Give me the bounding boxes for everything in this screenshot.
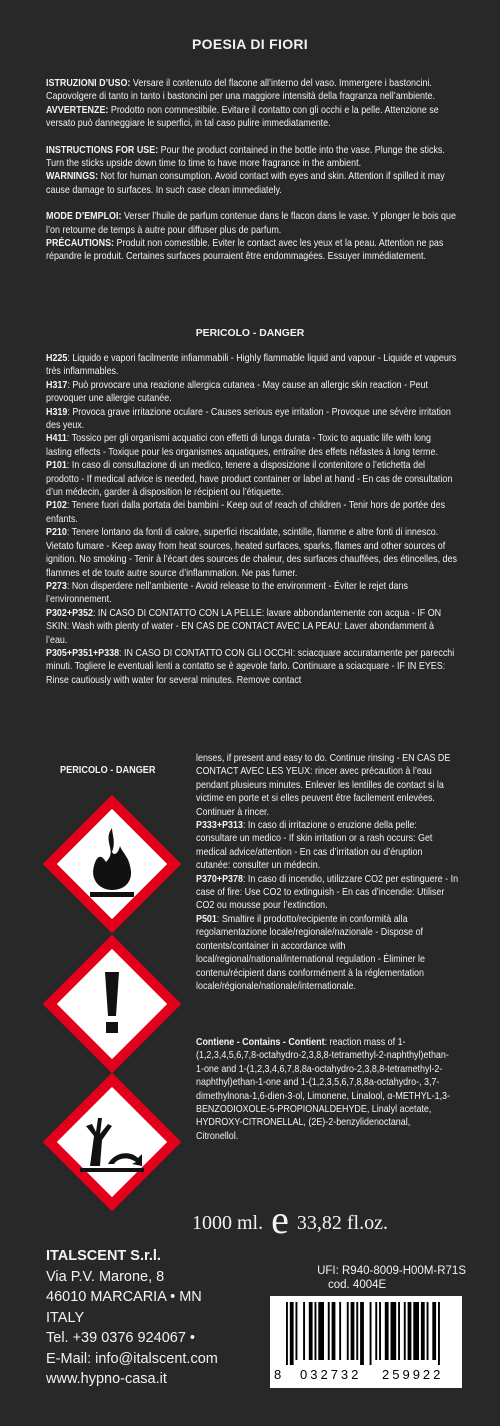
label-lead: ISTRUZIONI D’USO: [46,78,131,89]
hazard-code: P102 [46,500,67,512]
hazard-line [196,819,459,873]
volume-ml: 1000 ml. [192,1212,264,1234]
barcode-bar [351,1302,355,1360]
label-lead: AVVERTENZE: [46,104,109,116]
hazard-line [46,647,457,687]
hazard-text: : In caso di irritazione o eruzione della pelle: consultare un medico - If skin irritation or a rash occurs: Get medical advice/attention - En cas d’irritation ou d’éruption cutanée: consulter un médecin. [196,820,433,872]
e-mark: e [271,1197,289,1242]
volume-line [192,1196,388,1243]
hazard-text: : Tossico per gli organismi acquatici con effetti di lunga durata - Toxic to aquatic life with long lasting effects - Toxique pour les organismes aquatiques, entraîne des effets néfastes à long terme. [46,433,438,458]
hazard-text: : Provoca grave irritazione oculare - Causes serious eye irritation - Provoque une sévère irritation des yeux. [46,406,451,432]
barcode-bar [303,1302,305,1360]
hazard-line [46,607,457,647]
barcode-bar [413,1302,419,1360]
hazard-line [46,526,457,580]
barcode-bar [385,1302,389,1360]
barcode-bar [379,1302,381,1360]
hazard-line [46,379,457,406]
label-lead: MODE D’EMPLOI: [46,211,122,223]
barcode-bar [296,1302,298,1360]
hazard-text: : Tenere fuori dalla portata dei bambini - Keep out of reach of children - Tenir hors de portée des enfants. [46,500,446,525]
barcode-bar [318,1302,324,1360]
barcode-bar [427,1302,429,1360]
barcode-bar [360,1302,364,1366]
hazard-code: H319 [46,406,68,418]
barcode-bar [421,1302,425,1360]
company-address [46,1246,218,1390]
label-lead: WARNINGS: [46,171,99,183]
flame-icon [42,794,182,934]
ingredients [196,1036,454,1143]
hazard-text: lenses, if present and easy to do. Continue rinsing - EN CAS DE CONTACT AVEC LES YEUX: rincer avec précaution à l’eau pendant plusieurs minutes. Enlever les lentilles de contact si la victime en porte et si elles peuvent être facilement enlevées. Continuer à rincer. [196,753,451,818]
hazard-text: : IN CASO DI CONTATTO CON LA PELLE: lavare abbondantemente con acqua - IF ON SKIN: Wash with plenty of water - EN CAS DE CONTACT AVEC LA PEAU: Laver abondamment à l’eau. [46,607,442,646]
barcode-digits-left: 032732 [300,1367,362,1382]
label-lead: PRÉCAUTIONS: [46,238,115,250]
barcode-bar [375,1302,377,1360]
barcode-bar [356,1302,358,1360]
label-text: Verser l’huile de parfum contenue dans le flacon dans le vase. Y plonger le bois que l’on retourne de temps à autre pour diffuser plus de parfum. [46,211,456,236]
barcode-bar [286,1302,288,1366]
barcode-bar [315,1302,317,1360]
hazard-text: : IN CASO DI CONTATTO CON GLI OCCHI: sciacquare accuratamente per parecchi minuti. Togliere le eventuali lenti a contatto se è agevole farlo. Continuare a sciacquare - IF IN EYES: Rinse cautiously with water for several minutes. Remove contact [46,647,455,686]
company-street: Via P.V. Marone, 8 [46,1268,165,1285]
barcode-bar [339,1302,341,1360]
barcode-bar [328,1302,330,1360]
label-text: Prodotto non commestibile. Evitare il contatto con gli occhi e la pelle. Attenzione se versato può danneggiare le superfici, in tal caso pulire immediatamente. [46,104,439,130]
barcode-bar [347,1302,349,1360]
company-email: E-Mail: info@italscent.com [46,1350,218,1367]
instructions-block [46,77,457,277]
label-lead: INSTRUCTIONS FOR USE: [46,144,159,156]
hazard-code: P305+P351+P338 [46,647,120,659]
hazard-line [46,580,457,607]
ingredients-text: : reaction mass of 1-(1,2,3,4,5,6,7,8-octahydro-2,3,8,8-tetramethyl-2-naphthyl)ethan-1-one and 1-(1,2,3,4,6,7,8,8a-octahydro-2,3,8,8-tetramethyl-2-naphthyl)ethan-1-one and 1-(1,2,3,5,6,7,8,8a-octahydro-, 3,7-dimethylnona-1,6-dien-3-ol, Limonene, Linalool, α-METHYL-1,3-BENZODIOXOLE-5-PROPIONALDEHYDE, Linalyl acetate, HYDROXY-CITRONELLAL, (2E)-2-benzylidenoctanal, Citronellol. [196,1037,451,1142]
hazard-text: : In caso di consultazione di un medico, tenere a disposizione il contenitore o l’etichetta del prodotto - If medical advice is needed, have product container or label at hand - En cas de consultation d’un médecin, garder à disposition le récipient ou l’étiquette. [46,460,453,499]
ingredients-lead: Contiene - Contains - Contient [196,1037,325,1048]
hazard-code: P101 [46,460,67,472]
hazard-statements [46,352,457,687]
hazard-code: P273 [46,580,67,592]
ufi-block [266,1264,466,1292]
hazard-line [196,873,459,913]
danger-heading: PERICOLO - DANGER [195,328,305,339]
company-city: 46010 MARCARIA • MN [46,1289,202,1305]
hazard-code: P302+P352 [46,607,93,619]
barcode-bar [309,1302,313,1360]
hazard-text: : Non disperdere nell’ambiente - Avoid release to the environment - Éviter le rejet dans l’environnement. [46,580,408,606]
exclamation-icon [42,934,182,1074]
barcode-bar [438,1302,440,1366]
product-title: POESIA DI FIORI [192,36,308,52]
hazard-code: P370+P378 [196,873,243,885]
hazard-code: P501 [196,913,217,925]
hazard-line [46,352,457,379]
barcode-bar [332,1302,336,1360]
label-text: Produit non comestible. Eviter le contact avec les yeux et la peau. Attention ne pas répandre le produit. Certaines surfaces pourraient être endommagées. Essuyer immédiatement. [46,238,444,263]
company-website: www.hypno-casa.it [46,1371,167,1387]
ufi-code: UFI: R940-8009-H00M-R71S [317,1265,466,1277]
hazard-line [46,499,457,526]
company-phone: Tel. +39 0376 924067 • [46,1330,195,1346]
volume-floz: 33,82 fl.oz. [296,1212,388,1234]
barcode-bar [432,1302,436,1360]
barcode-bar [404,1302,406,1360]
product-code: cod. 4004E [328,1279,387,1291]
barcode-digit-prefix: 8 [274,1367,282,1382]
hazard-line [196,913,459,993]
hazard-code: P210 [46,527,67,539]
environment-icon [42,1072,182,1212]
hazard-statements-continued [196,752,459,993]
hazard-line [46,459,457,499]
instructions-en [46,144,457,198]
hazard-text: : Tenere lontano da fonti di calore, superfici riscaldate, scintille, fiamme e altre fonti di innesco. Vietato fumare - Keep away from heat sources, heated surfaces, sparks, flames and other sources of ignition. No smoking - Tenir à l’écart des sources de chaleur, des surfaces chauffées, des étincelles, des flammes et de toute autre source d’inflammation. Ne pas fumer. [46,527,457,579]
label-text: Not for human consumption. Avoid contact with eyes and skin. Attention if spilled it may cause damage to surfaces. In such case clean immediately. [46,171,445,196]
pictogram-heading: PERICOLO - DANGER [60,765,156,776]
barcode-bar [408,1302,412,1360]
label-text: Pour the product contained in the bottle into the vase. Plunge the sticks. Turn the sticks upside down time to time to have more fragrance in the ambient. [46,144,445,170]
barcode-bar [391,1302,397,1360]
company-name: ITALSCENT S.r.l. [46,1248,161,1264]
company-country: ITALY [46,1309,85,1326]
hazard-text: : In caso di incendio, utilizzare CO2 per estinguere - In case of fire: Use CO2 to extinguish - En cas d’incendie: Utiliser CO2 ou mousse pour l’extinction. [196,873,459,912]
instructions-it [46,77,457,131]
hazard-line [196,752,459,819]
hazard-code: P333+P313 [196,820,243,832]
hazard-code: H225 [46,353,68,364]
barcode-bar [370,1302,372,1366]
hazard-text: : Può provocare una reazione allergica cutanea - May cause an allergic skin reaction - Peut provoquer une allergie cutanée. [46,379,428,405]
barcode-digits-right: 259922 [382,1367,444,1382]
hazard-line [46,432,457,459]
instructions-fr [46,210,457,264]
label-text: Versare il contenuto del flacone all’interno del vaso. Immergere i bastoncini. Capovolgere di tanto in tanto i bastoncini per una maggiore intensità della fragranza nell’ambiente. [46,78,435,103]
barcode-bar [290,1302,294,1366]
hazard-code: H317 [46,379,68,391]
barcode-digits [270,1365,462,1385]
hazard-line [46,406,457,433]
hazard-text: : Liquido e vapori facilmente infiammabili - Highly flammable liquid and vapour - Liquide et vapeurs très inflammables. [46,353,457,378]
barcode-bars [270,1296,462,1366]
hazard-text: : Smaltire il prodotto/recipiente in conformità alla regolamentazione locale/regionale/nazionale - Dispose of contents/container in accordance with local/regional/national/international regulation - Éliminer le contenu/récipient dans conformément à la réglementation locale/régionale/nationale/internationale. [196,913,426,992]
barcode-bar [398,1302,400,1360]
hazard-code: H411 [46,433,67,445]
